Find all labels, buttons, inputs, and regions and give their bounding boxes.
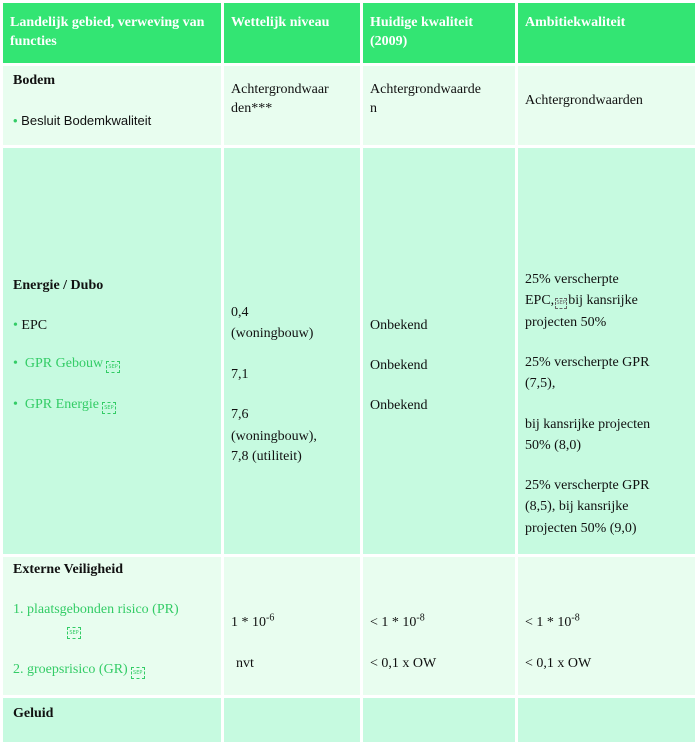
energie-legal-cell [224,148,360,554]
veiligheid-current-pr-base: < 1 * 10 [370,615,417,630]
bodem-item-label: Besluit Bodemkwaliteit [21,113,152,128]
energie-current-cell [363,148,515,554]
sep-icon: SEP [67,627,81,639]
veiligheid-legal-pr-base: 1 * 10 [231,615,266,630]
energie-ambition-4-line1: 25% verscherpte GPR [525,478,650,493]
geluid-ambition-cell [518,698,695,742]
energie-ambition-cell [518,148,695,554]
veiligheid-ambition-gr: < 0,1 x OW [525,656,592,671]
header-area-label: Landelijk gebied, verweving van functies [10,15,205,49]
energie-legal-gpr-gebouw: 7,1 [231,367,249,382]
energie-item-gpr-gebouw-label: GPR Gebouw [24,356,104,371]
bullet-icon: • [13,318,22,333]
bodem-ambition: Achtergrondwaarden [525,93,643,108]
energie-ambition-1-line3: projecten 50% [525,315,607,330]
veiligheid-ambition-cell [518,557,695,695]
veiligheid-item-pr-sep [67,620,81,639]
veiligheid-current-gr: < 0,1 x OW [370,656,437,671]
veiligheid-ambition-pr [525,613,580,632]
bodem-current-cell [363,66,515,145]
sep-icon: SEP [106,361,120,373]
energie-label-cell [3,148,221,554]
header-col-legal [224,3,360,63]
header-col-area [3,3,221,63]
bullet-icon: • [13,397,25,412]
veiligheid-current-pr [370,613,425,632]
energie-ambition-3-line1: bij kansrijke projecten [525,417,651,432]
energie-item-gpr-energie [13,395,116,414]
bodem-legal-line2: den*** [231,101,273,116]
bodem-legal-cell [224,66,360,145]
geluid-current-cell [363,698,515,742]
veiligheid-item-gr [13,660,145,679]
bodem-legal-line1: Achtergrondwaar [231,82,329,97]
energie-ambition-3-line2: 50% (8,0) [525,438,581,453]
bodem-label-cell [3,66,221,145]
sep-icon: SEP [102,402,116,414]
energie-legal-epc-line2: (woningbouw) [231,326,314,341]
energie-item-gpr-energie-label: GPR Energie [24,397,99,412]
bodem-current-line1: Achtergrondwaarde [370,82,481,97]
energie-ambition-2-line1: 25% verscherpte GPR [525,355,650,370]
sep-icon: SEP [131,667,145,679]
veiligheid-item-gr-label: 2. groepsrisico (GR) [13,662,128,677]
energie-ambition-2-line2: (7,5), [525,376,556,391]
energie-legal-epc-line1: 0,4 [231,305,249,320]
energie-ambition-1-line2b: bij kansrijke [568,293,638,308]
geluid-title: Geluid [13,706,54,721]
veiligheid-label-cell [3,557,221,695]
bullet-icon: • [13,356,25,371]
energie-item-gpr-gebouw [13,354,120,373]
energie-item-epc-label: EPC [21,318,48,333]
header-current-label: Huidige kwaliteit (2009) [370,15,474,49]
header-col-ambition [518,3,695,63]
header-col-current [363,3,515,63]
energie-current-gpr-gebouw: Onbekend [370,358,428,373]
sep-icon: SEP [555,298,567,309]
energie-ambition-4-line3: projecten 50% (9,0) [525,521,637,536]
header-legal-label: Wettelijk niveau [231,15,330,30]
energie-legal-gpr-energie-line2: (woningbouw), [231,429,317,444]
energie-item-epc [13,316,47,335]
veiligheid-legal-pr [231,613,274,632]
bodem-title: Bodem [13,73,55,88]
header-ambition-label: Ambitiekwaliteit [525,15,626,30]
energie-ambition-1-line2a: EPC, [525,293,555,308]
veiligheid-title: Externe Veiligheid [13,562,124,577]
energie-ambition-1-line1: 25% verscherpte [525,272,619,287]
veiligheid-ambition-pr-base: < 1 * 10 [525,615,572,630]
energie-current-epc: Onbekend [370,318,428,333]
energie-ambition-1-line2 [525,291,638,310]
veiligheid-legal-cell [224,557,360,695]
bullet-icon: • [13,113,22,128]
quality-table [3,3,695,742]
energie-legal-gpr-energie-line3: 7,8 (utiliteit) [231,449,302,464]
veiligheid-current-cell [363,557,515,695]
veiligheid-current-pr-exp: -8 [416,612,425,624]
energie-ambition-4-line2: (8,5), bij kansrijke [525,499,629,514]
bodem-item [13,111,151,130]
energie-legal-gpr-energie-line1: 7,6 [231,407,249,422]
veiligheid-legal-gr: nvt [236,656,254,671]
bodem-current-line2: n [370,101,377,116]
veiligheid-legal-pr-exp: -6 [266,612,275,624]
veiligheid-ambition-pr-exp: -8 [571,612,580,624]
bodem-ambition-cell [518,66,695,145]
energie-current-gpr-energie: Onbekend [370,398,428,413]
energie-title: Energie / Dubo [13,278,104,293]
geluid-label-cell [3,698,221,742]
geluid-legal-cell [224,698,360,742]
veiligheid-item-pr: 1. plaatsgebonden risico (PR) [13,602,179,617]
